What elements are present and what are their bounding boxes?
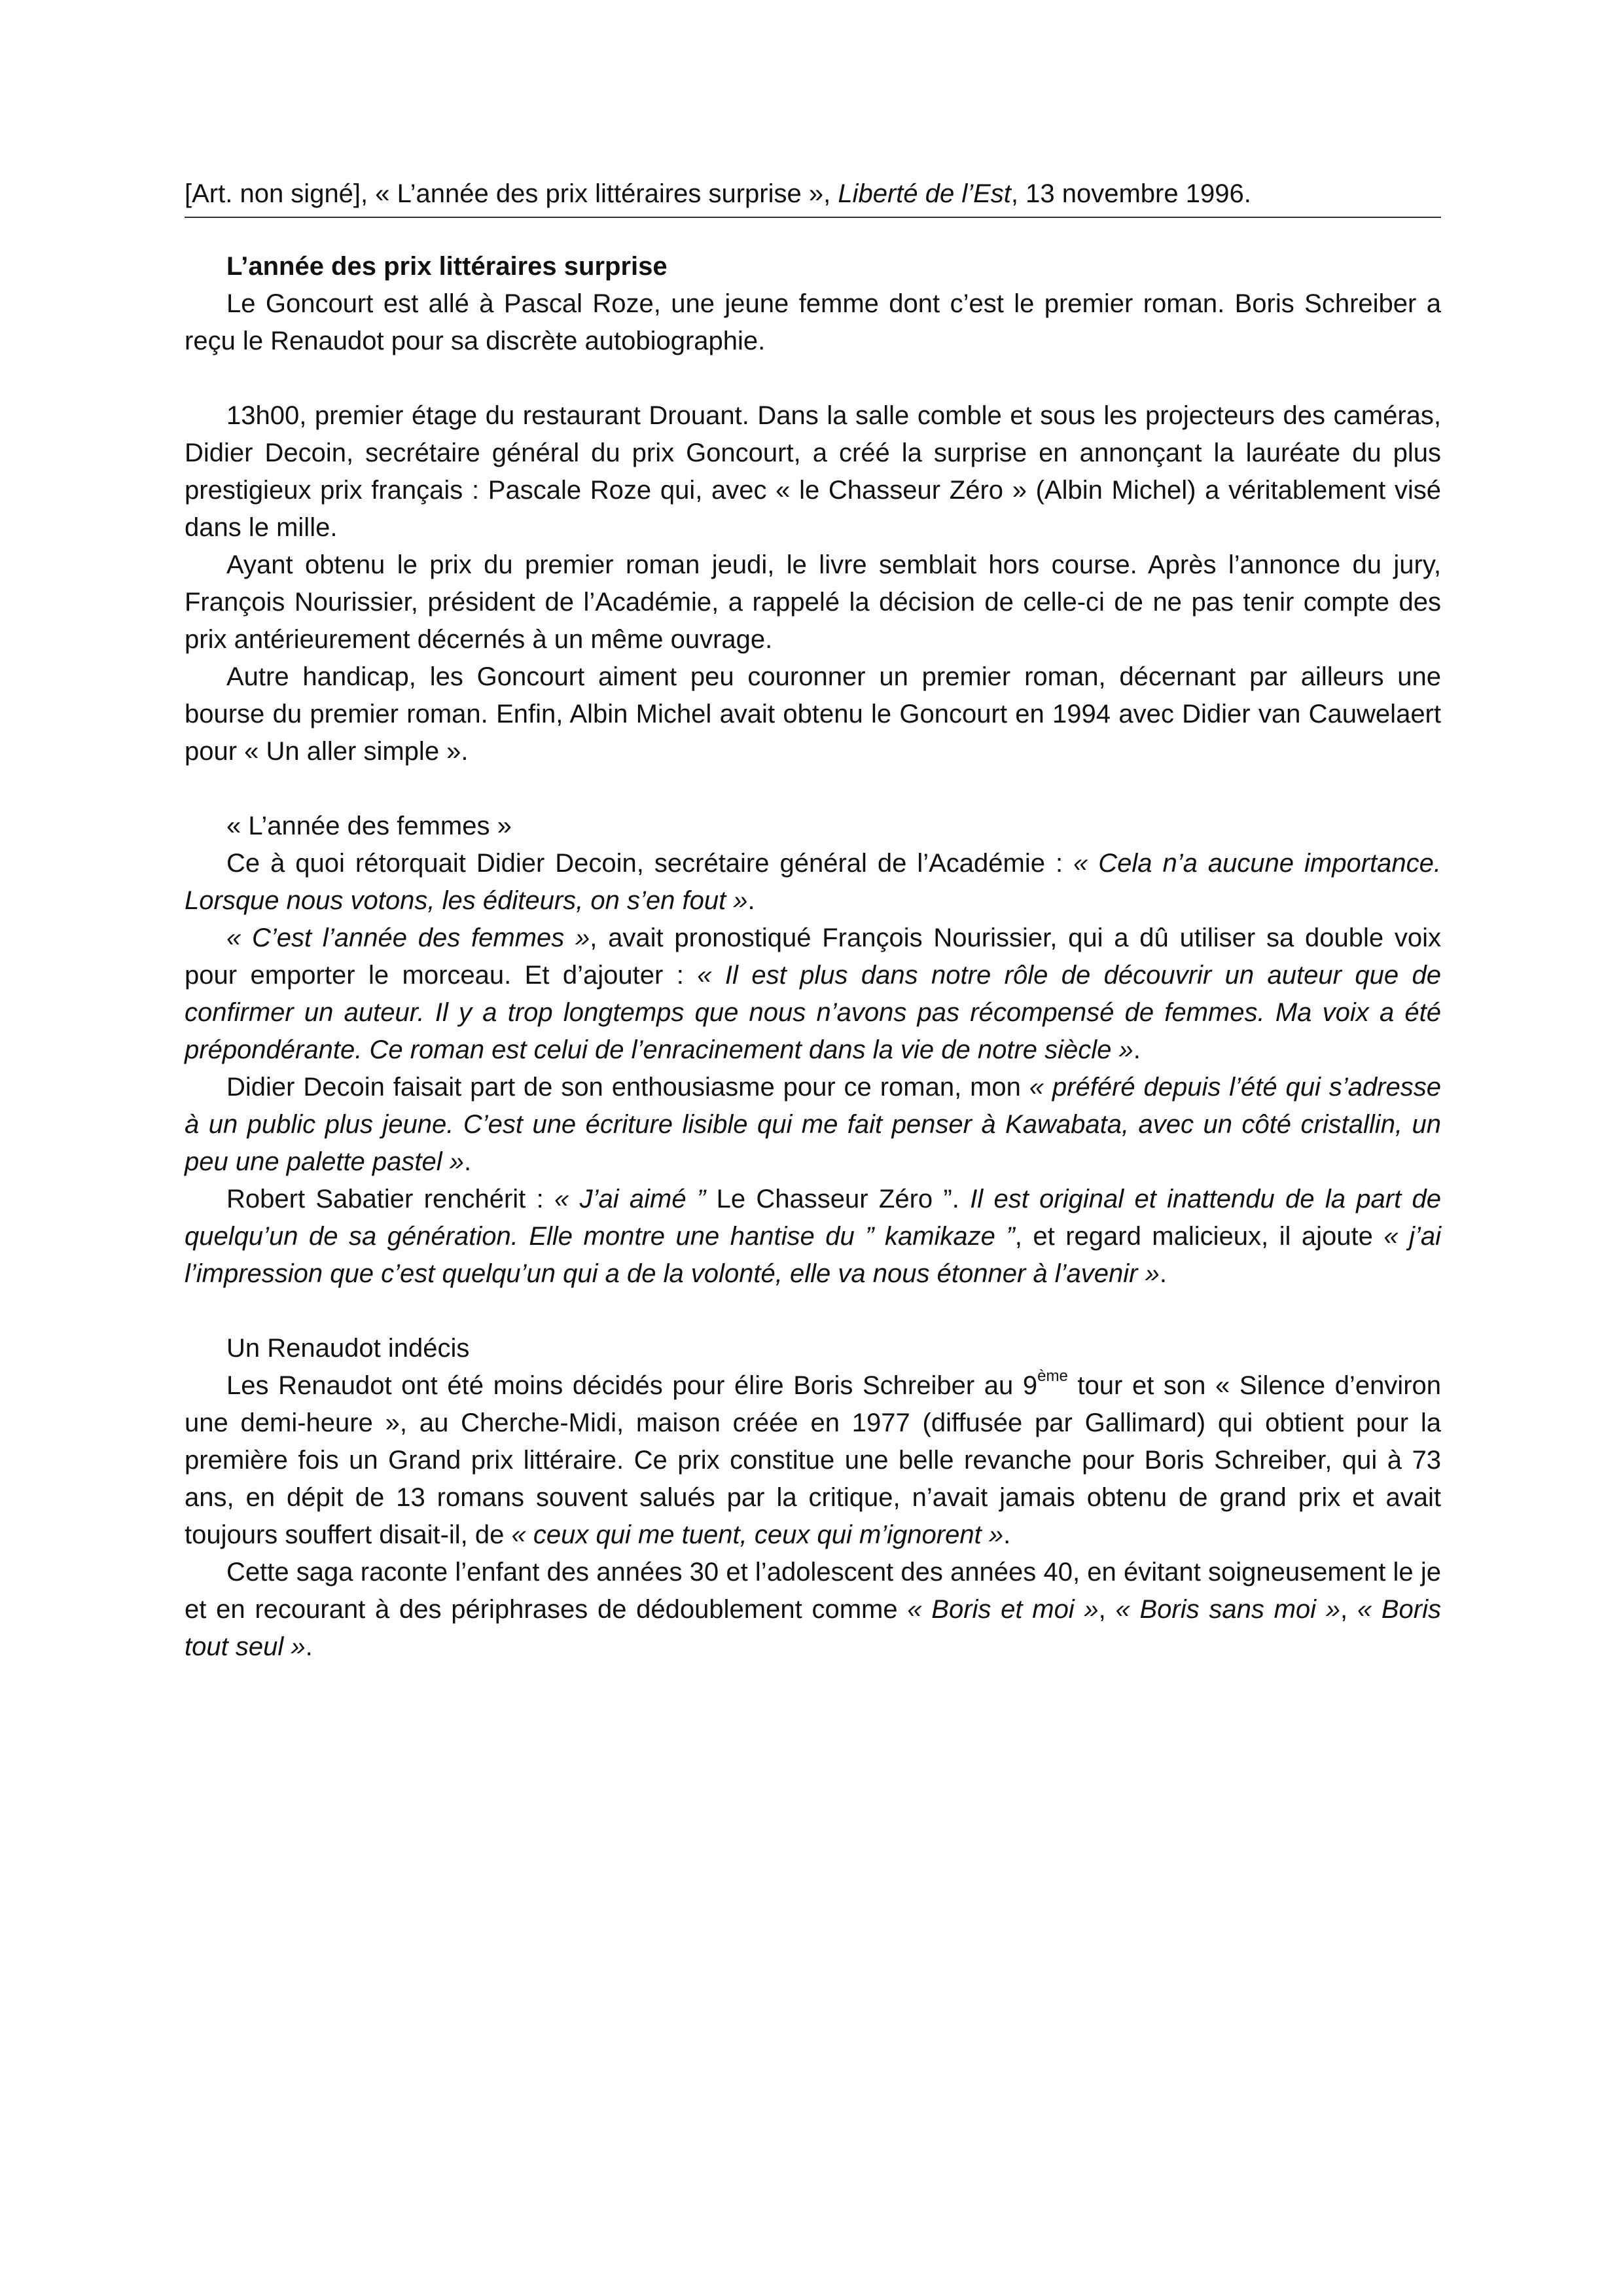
quote-run: « C’est l’année des femmes » xyxy=(226,924,590,952)
citation-journal: Liberté de l’Est xyxy=(838,179,1011,208)
quote-run: « J’ai aimé ” xyxy=(554,1185,706,1213)
text-run: Les Renaudot ont été moins décidés pour élire Boris Schreiber au 9 xyxy=(226,1371,1038,1400)
article-lede: Le Goncourt est allé à Pascal Roze, une jeune femme dont c’est le premier roman. Boris Schreiber a reçu le Renaudot pour sa discrète autobiographie. xyxy=(185,289,1441,355)
quote-run: « ceux qui me tuent, ceux qui m’ignorent » xyxy=(511,1520,1004,1549)
document-page xyxy=(185,175,1441,1666)
text-run: . xyxy=(747,886,755,915)
article-title: L’année des prix littéraires surprise xyxy=(226,252,668,281)
spacer xyxy=(185,1293,1441,1330)
paragraph-2: Ayant obtenu le prix du premier roman jeudi, le livre semblait hors course. Après l’annonce du jury, François Nourissier, président de l’Académie, a rappelé la décision de celle-ci de ne pas tenir compte des prix antérieurement décernés à un même ouvrage. xyxy=(185,550,1441,654)
citation-date: , 13 novembre 1996. xyxy=(1010,179,1251,208)
header-rule xyxy=(185,217,1441,218)
text-run: , xyxy=(1340,1595,1357,1624)
quote-run: « Boris sans moi » xyxy=(1115,1595,1341,1624)
paragraph-5 xyxy=(185,920,1441,1069)
spacer xyxy=(185,360,1441,397)
spacer xyxy=(185,770,1441,808)
ordinal-superscript: ème xyxy=(1037,1367,1068,1385)
text-run: Le Chasseur Zéro ”. xyxy=(705,1185,971,1213)
quote-run: Il est original et inattendu de la part de quelqu’un de sa génération. Elle montre une hantise du ” kamikaze ” xyxy=(185,1185,1441,1251)
text-run: , avait pronostiqué François Nourissier, qui a dû utiliser sa double voix pour emporter le morceau. Et d’ajouter : xyxy=(185,924,1441,990)
quote-run: « Il est plus dans notre rôle de découvrir un auteur que de confirmer un auteur. Il y a trop longtemps que nous n’avons pas récompensé de femmes. Ma voix a été prépondérante. Ce roman est celui de l’enracinement dans la vie de notre siècle » xyxy=(185,961,1441,1064)
paragraph-1: 13h00, premier étage du restaurant Drouant. Dans la salle comble et sous les projecteurs des caméras, Didier Decoin, secrétaire général du prix Goncourt, a créé la surprise en annonçant la lauréate du plus prestigieux prix français : Pascale Roze qui, avec « le Chasseur Zéro » (Albin Michel) a véritablement visé dans le mille. xyxy=(185,401,1441,542)
text-run: Robert Sabatier renchérit : xyxy=(226,1185,555,1213)
citation-prefix: [Art. non signé], « L’année des prix littéraires surprise », xyxy=(185,179,838,208)
quote-run: « Boris et moi » xyxy=(907,1595,1099,1624)
paragraph-7 xyxy=(185,1181,1441,1293)
subheading-annee-des-femmes: « L’année des femmes » xyxy=(226,812,512,840)
paragraph-8 xyxy=(185,1367,1441,1554)
paragraph-4 xyxy=(185,845,1441,920)
citation-header xyxy=(185,175,1441,213)
text-run: . xyxy=(1133,1035,1141,1064)
text-run: . xyxy=(305,1632,313,1661)
text-run: Didier Decoin faisait part de son enthousiasme pour ce roman, mon xyxy=(226,1073,1029,1102)
quote-run: « préféré depuis l’été qui s’adresse à un public plus jeune. C’est une écriture lisible qui me fait penser à Kawabata, avec un côté cristallin, un peu une palette pastel » xyxy=(185,1073,1441,1176)
subheading-renaudot: Un Renaudot indécis xyxy=(226,1334,470,1363)
text-run: , et regard malicieux, il ajoute xyxy=(1014,1222,1384,1251)
text-run: Cette saga raconte l’enfant des années 30 et l’adolescent des années 40, en évitant soigneusement le je et en recourant à des périphrases de dédoublement comme xyxy=(185,1558,1441,1624)
text-run: Ce à quoi rétorquait Didier Decoin, secrétaire général de l’Académie : xyxy=(226,849,1074,878)
text-run: . xyxy=(1003,1520,1011,1549)
text-run: . xyxy=(464,1147,472,1176)
quote-run: « Boris tout seul » xyxy=(185,1595,1441,1661)
text-run: tour et son « Silence d’environ une demi-heure », au Cherche-Midi, maison créée en 1977 (diffusée par Gallimard) qui obtient pour la première fois un Grand prix littéraire. Ce prix constitue une belle revanche pour Boris Schreiber, qui à 73 ans, en dépit de 13 romans souvent salués par la critique, n’avait jamais obtenu de grand prix et avait toujours souffert disait-il, de xyxy=(185,1371,1442,1549)
text-run: , xyxy=(1098,1595,1116,1624)
quote-run: « j’ai l’impression que c’est quelqu’un qui a de la volonté, elle va nous étonner à l’avenir » xyxy=(185,1222,1441,1288)
paragraph-9 xyxy=(185,1554,1441,1666)
text-run: . xyxy=(1159,1259,1167,1288)
paragraph-3: Autre handicap, les Goncourt aiment peu couronner un premier roman, décernant par ailleurs une bourse du premier roman. Enfin, Albin Michel avait obtenu le Goncourt en 1994 avec Didier van Cauwelaert pour « Un aller simple ». xyxy=(185,662,1441,766)
quote-run: « Cela n’a aucune importance. Lorsque nous votons, les éditeurs, on s’en fout » xyxy=(185,849,1441,915)
paragraph-6 xyxy=(185,1069,1441,1181)
